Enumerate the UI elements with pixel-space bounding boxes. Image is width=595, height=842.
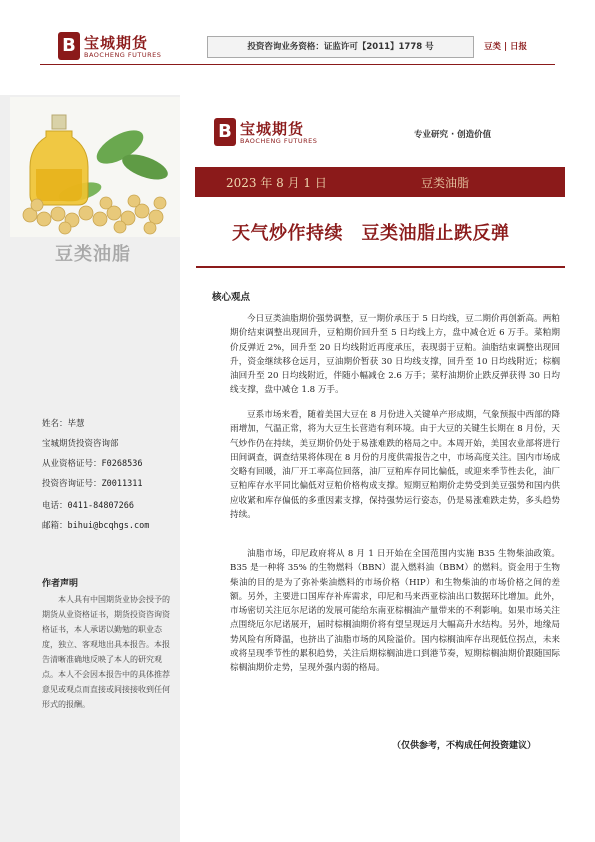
logo-text: 宝城期货	[84, 34, 149, 52]
report-category: 豆类 | 日报	[484, 42, 528, 52]
analyst-department: 宝城期货投资咨询部	[42, 439, 119, 449]
analyst-email: 邮箱：bihui@bcqhgs.com	[42, 521, 150, 531]
band-category: 豆类油脂	[421, 176, 470, 190]
title-divider	[196, 266, 565, 268]
paragraph-1: 今日豆类油脂期价强势调整，豆一期价承压于 5 日均线，豆二期价再创新高。两粕期价结束调整出现回升，豆粕期价回升至 5 日均线上方，盘中减仓近 6 万手。菜粕期价反弹近 2%，回升至 20 日均线附近再度承压，表现弱于豆粕。油脂结束调整出现回升，资金继续移仓远月，豆油期价暂获 30 日均线支撑，回升至 10 日均线附近；棕榈油回升至 20 日均线附近，伴随小幅减仓 2.6 万手；菜籽油期价止跌反弹获得 30 日均线支撑，盘中减仓 1.8 万手。	[230, 314, 560, 396]
header-divider	[40, 64, 555, 65]
section-heading: 核心观点	[212, 292, 251, 303]
disclaimer: （仅供参考，不构成任何投资建议）	[392, 741, 537, 751]
logo-mark-icon: B	[58, 32, 80, 60]
brand-english: BAOCHENG FUTURES	[240, 137, 318, 145]
declaration-title: 作者声明	[42, 579, 79, 589]
brand-mark-icon: B	[214, 118, 236, 146]
paragraph-3: 油脂市场，印尼政府将从 8 月 1 日开始在全国范围内实施 B35 生物柴油政策。B35 是一种将 35% 的生物燃料（BBN）混入燃料油（BBM）的燃料。资金用于生物柴油的目的是为了弥补柴油燃料的市场价格（HIP）和生物柴油的市场价格之间的差额。另外，主要进口国库存补库需求，印尼和马来西亚棕油出口数据环比增加。此外，市场密切关注厄尔尼诺的发展可能给东南亚棕榈油产量带来的不利影响。如果市场关注点围绕厄尔尼诺展开，届时棕榈油期价将有望呈现远月大幅高升水结构。另外，地缘局势风险有所降温，也挤出了油脂市场的风险溢价。国内棕榈油库存出现低位拐点，未来或将呈现季节性的累积趋势，关注后期棕榈油进口到港节奏，短期棕榈油期价跟随国际棕榈油期价走势，呈现外强内弱的格局。	[230, 549, 560, 674]
qualification-box: 投资咨询业务资格：证监许可【2011】1778 号	[207, 36, 474, 58]
declaration-text: 本人具有中国期货业协会授予的期货从业资格证书，期货投资咨询资格证书，本人承诺以勤勉的职业态度，独立、客观地出具本报告。本报告清晰准确地反映了本人的研究观点。本人不会因本报告中的具体推荐意见或观点而直接或间接接收到任何形式的报酬。	[42, 595, 170, 709]
slogan: 专业研究 · 创造价值	[414, 130, 492, 140]
analyst-consult-license: 投资咨询证号：Z0011311	[42, 479, 143, 489]
brand-logo	[214, 116, 354, 150]
soy-oil-image	[10, 97, 180, 237]
report-title: 天气炒作持续 豆类油脂止跌反弹	[232, 223, 510, 244]
analyst-phone: 电话：0411-84807266	[42, 501, 135, 511]
paragraph-2: 豆系市场来看，随着美国大豆在 8 月份进入关键单产形成期，气象预报中西部的降雨增加，气温正常，将为大豆生长营造有利环境。由于大豆的关键生长期在 8 月份，天气炒作仍在持续，美豆期价仍处于易涨难跌的格局之中。本周开始，美国农业部将进行田间调查，调查结果将体现在 8 月份的月度供需报告之中，市场高度关注。国内市场成交略有回暖，油厂开工率高位回落，油厂豆粕库存同比偏低，或迎来季节性去化，油厂豆粕库存水平同比偏低对豆粕价格构成支撑。短期豆粕期价走势受到美豆强势和国内供应收紧和库存偏低的多重因素支撑，保持强势运行姿态，仍是易涨难跌走势，多头趋势持续。	[230, 410, 560, 521]
header-logo	[58, 30, 198, 64]
analyst-license: 从业资格证号：F0268536	[42, 459, 143, 469]
sidebar-category: 豆类油脂	[55, 244, 131, 265]
analyst-name: 姓名：毕慧	[42, 419, 85, 429]
logo-english: BAOCHENG FUTURES	[84, 51, 162, 59]
brand-text: 宝城期货	[240, 120, 305, 138]
report-date: 2023 年 8 月 1 日	[226, 176, 327, 190]
